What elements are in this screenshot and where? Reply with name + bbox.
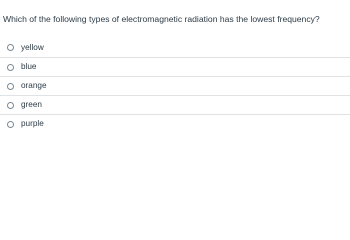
- answer-option-label: yellow: [21, 42, 44, 52]
- question-text: Which of the following types of electromagnetic radiation has the lowest frequency?: [3, 14, 320, 24]
- answer-option-purple[interactable]: [0, 114, 350, 133]
- radio-unchecked-icon[interactable]: [7, 64, 14, 71]
- answer-option-label: green: [21, 100, 42, 109]
- answer-option-label: blue: [21, 62, 37, 71]
- answer-option-label: orange: [21, 81, 47, 90]
- answer-option-yellow[interactable]: [0, 38, 350, 57]
- answer-options-list: [0, 38, 350, 133]
- answer-option-green[interactable]: [0, 95, 350, 114]
- radio-unchecked-icon[interactable]: [7, 121, 14, 128]
- radio-unchecked-icon[interactable]: [7, 102, 14, 109]
- radio-unchecked-icon[interactable]: [7, 44, 14, 51]
- radio-unchecked-icon[interactable]: [7, 83, 14, 90]
- answer-option-blue[interactable]: [0, 57, 350, 76]
- answer-option-label: purple: [21, 119, 44, 128]
- answer-option-orange[interactable]: [0, 76, 350, 95]
